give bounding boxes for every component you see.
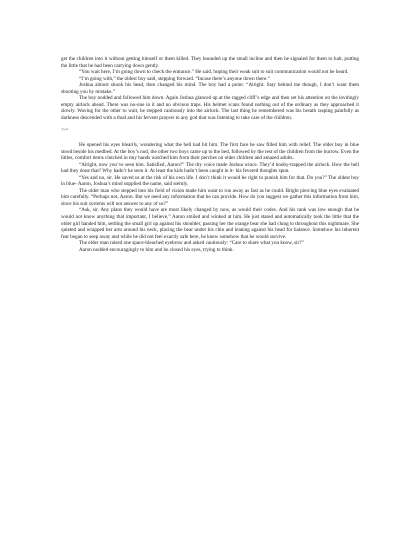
section-two	[61, 142, 359, 253]
paragraph: Aaron nodded encouragingly to him and he closed his eyes, trying to think.	[79, 246, 234, 253]
paragraph: “I’m going with,” the oldest boy said, stepping forward. “Incase there’s anyone down there.”	[79, 75, 270, 82]
section-one	[61, 56, 359, 121]
paragraph: get the children into it without getting himself or them killed. They bounded up the small incline and then he signaled for them to halt, putting the little that he had been carrying down gently.	[61, 56, 359, 69]
document-page	[61, 56, 359, 526]
scene-separator: <->	[61, 127, 69, 134]
paragraph: “Alright, now you’ve seen him. Satisfied, Aaron?” The dry voice made Joshua wince. They’d booby-trapped the airlock. How the hell had they done that? Why hadn’t he seen it. At least the kids hadn’t been caught in it- his fevered thoughts spun.	[61, 161, 359, 175]
paragraph: The elder man raised one space-bleached eyebrow and asked cautiously: “Care to share what you know, sir?”	[79, 240, 304, 247]
paragraph: The older man who stepped into his field of vision made him want to run away as fast as he could. Bright piercing blue eyes evaluated him carefully. “Perhaps not, Aaron. But we need any information that he can provide. How do you suggest we gather this information from him, since his suit systems will not answer to any of us?”	[61, 187, 359, 207]
paragraph: Joshua almost shook his head, then changed his mind. The boy had a point. “Alright. Stay behind me though, I don’t want them shooting you by mistake.”	[61, 82, 359, 95]
paragraph: He opened his eyes blearily, wondering what the hell had hit him. The first face he saw filled him with relief. The older boy in blue stood beside his medbed. At the boy’s nod, the other two boys came up to the bed, followed by the rest of the children from the burrow. Even the littles, comfort items clutched in tiny hands watched him from their perches on older children and amazed adults.	[61, 142, 359, 162]
paragraph: “You wait here, I’m going down to check the entrance.” He said, hoping their weak suit to suit communication would not be heard.	[79, 69, 349, 76]
paragraph: The boy nodded and followed him down. Again Joshua glanced up at the ragged cliff’s edge and then set his attention on the invitingly empty airlock ahead. There was no-one in it and no obvious traps. His helmet scans found nothing out of the ordinary as they approached it slowly. Waving for the other to wait, he stepped cautiously into the airlock. The last thing he remembered was his breath rasping painfully as darkness descended with a thud and his fervent prayers to any god that was listening to take care of the children.	[61, 95, 359, 121]
paragraph: “Yes and no, sir. He saved us at the risk of his own life. I don’t think it would be right to punish him for that. Do you?” The oldest boy in blue- Aaron, Joshua’s mind supplied the name, said sternly.	[61, 174, 359, 188]
paragraph: “Ask, sir. Any plans they would have are most likely changed by now, as would their codes. And his rank was low enough that he would not know anything that important, I believe,” Aaron smiled and winked at him. He just stared and automatically took the little that the older girl handed him, settling the small girl up against his shoulder, passing her the orange bear she had clung to throughout this nightmare. She quieted and wrapped her arm around his neck, placing the bear under his chin and leaning against his head for balance. Somehow his inherent fear began to seep away and while he did not feel exactly safe here, he knew somehow that he would survive.	[61, 207, 359, 240]
